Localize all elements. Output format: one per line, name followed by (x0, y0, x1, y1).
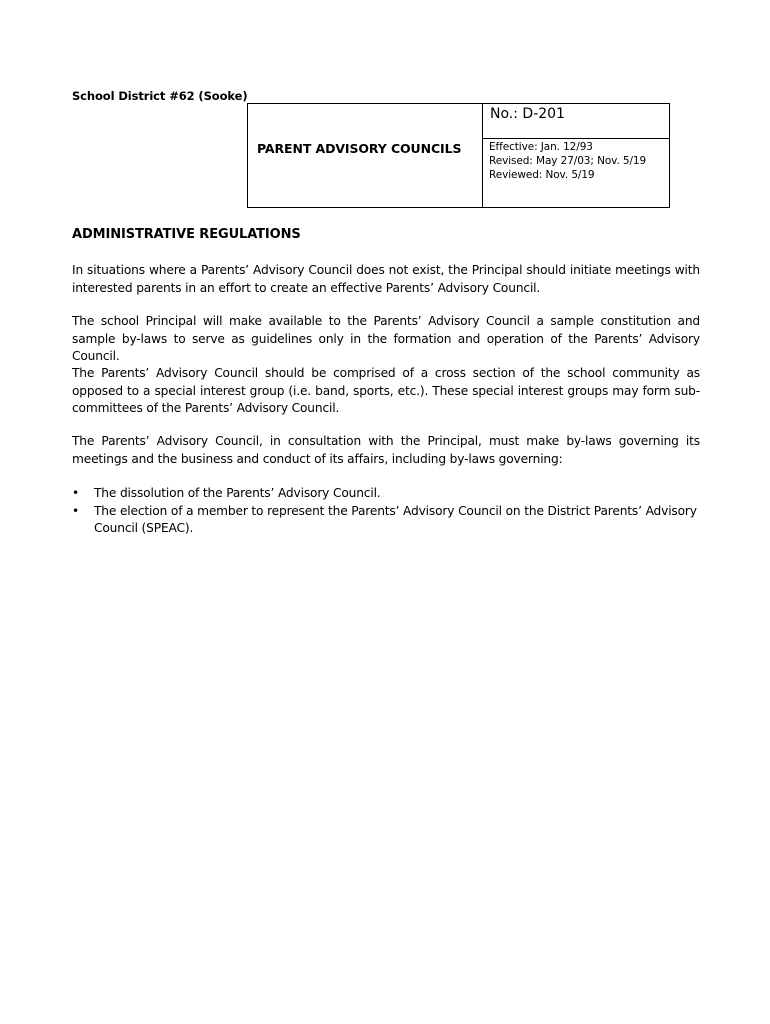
bullet-icon: • (72, 486, 80, 500)
policy-number: No.: D-201 (490, 106, 565, 122)
dates-cell (483, 139, 669, 207)
list-item-text: The election of a member to represent the Parents’ Advisory Council on the District Parents’ Advisory Council (SPEAC). (94, 503, 697, 535)
paragraph-3: The Parents’ Advisory Council should be comprised of a cross section of the school community as opposed to a special interest group (i.e. band, sports, etc.). These special interest groups may form sub-committees of the Parents’ Advisory Council. (72, 366, 700, 415)
district-name: School District #62 (Sooke) (72, 89, 248, 103)
section-heading: ADMINISTRATIVE REGULATIONS (72, 227, 301, 242)
list-item (72, 485, 700, 503)
paragraph-4: The Parents’ Advisory Council, in consultation with the Principal, must make by-laws governing its meetings and the business and conduct of its affairs, including by-laws governing: (72, 434, 700, 466)
reviewed-date: Reviewed: Nov. 5/19 (489, 169, 595, 181)
effective-date: Effective: Jan. 12/93 (489, 141, 593, 153)
document-title: PARENT ADVISORY COUNCILS (257, 141, 462, 156)
list-item (72, 503, 700, 538)
paragraph-2: The school Principal will make available to the Parents’ Advisory Council a sample constitution and sample by-laws to serve as guidelines only in the formation and operation of the Parents’ Advisory Council. (72, 314, 700, 363)
bullet-icon: • (72, 503, 80, 518)
list-item-text: The dissolution of the Parents’ Advisory Council. (94, 486, 381, 500)
number-cell (483, 104, 669, 139)
title-cell (248, 104, 483, 207)
revised-date: Revised: May 27/03; Nov. 5/19 (489, 155, 647, 167)
policy-header-box (247, 103, 670, 208)
bylaw-list (72, 485, 700, 538)
paragraph-1: In situations where a Parents’ Advisory Council does not exist, the Principal should initiate meetings with interested parents in an effort to create an effective Parents’ Advisory Council. (72, 263, 700, 295)
